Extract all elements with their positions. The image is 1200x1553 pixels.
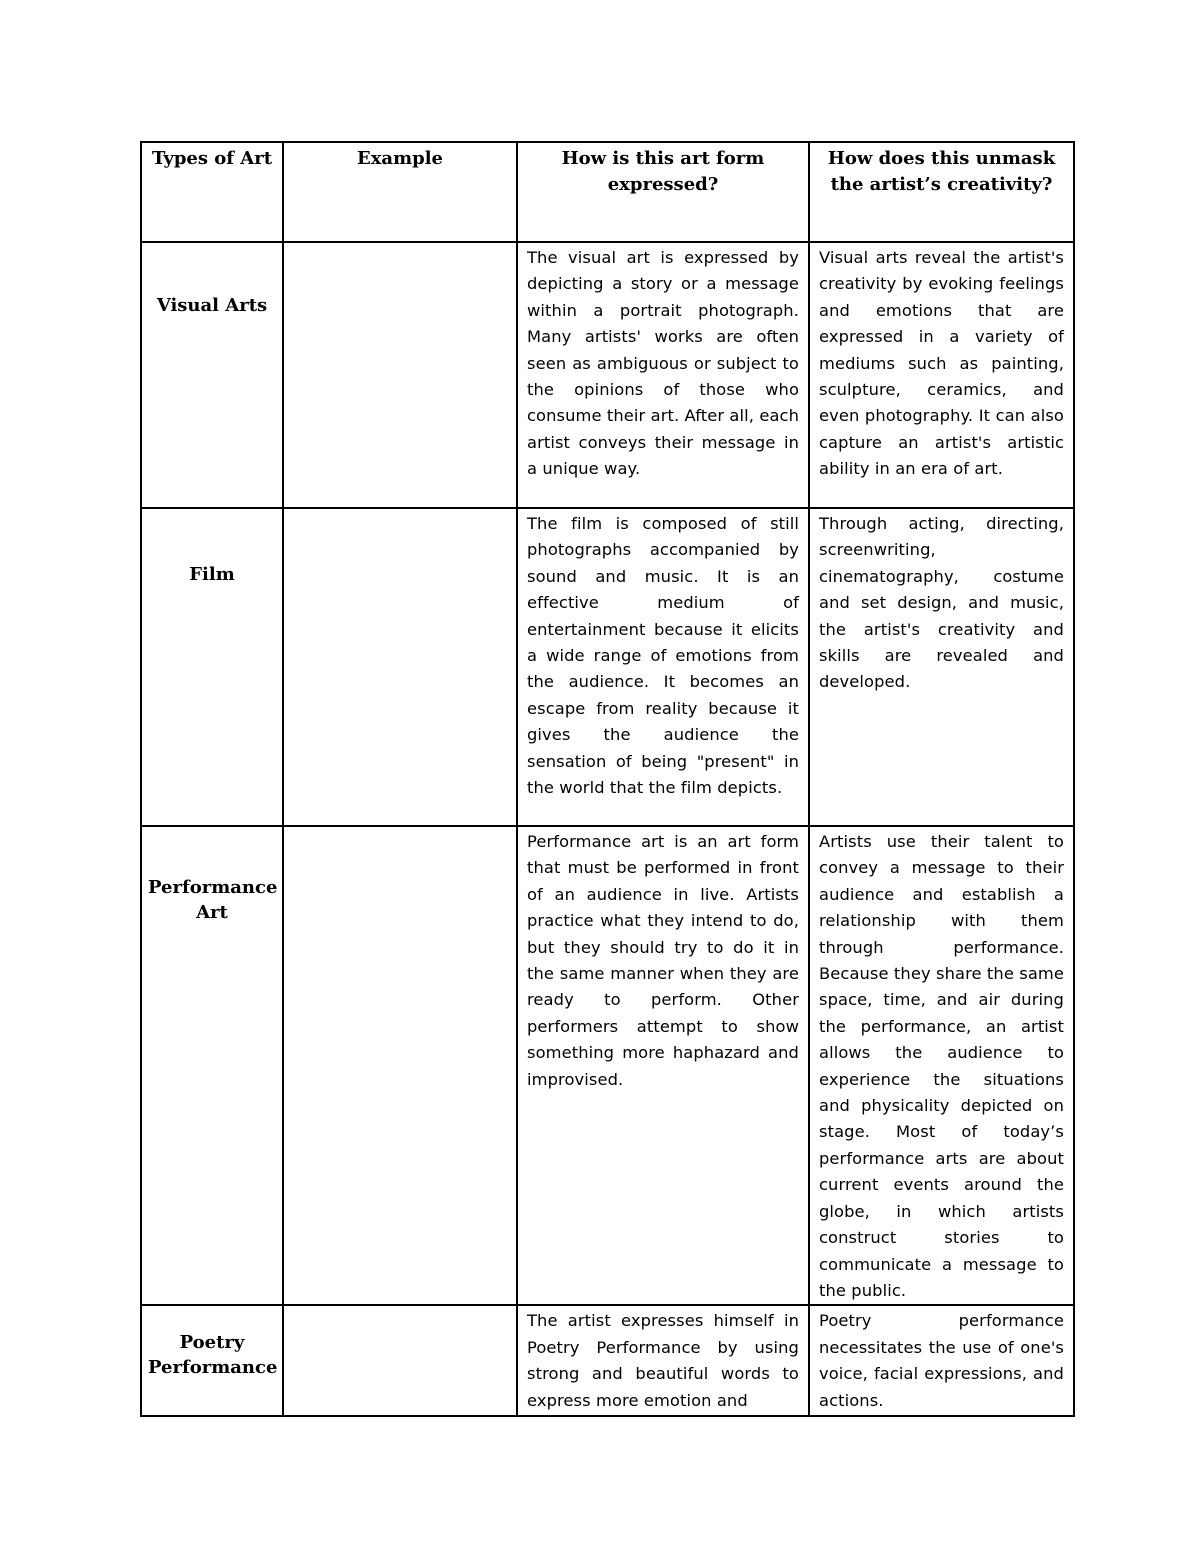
header-cell-creativity: [809, 142, 1074, 242]
table-header-row: [141, 142, 1074, 242]
header-cell-example: [283, 142, 517, 242]
table-row: [141, 826, 1074, 1305]
creativity-cell: [809, 508, 1074, 826]
header-example: Example: [356, 148, 444, 169]
type-label: Film: [189, 564, 235, 585]
art-types-table: [140, 141, 1075, 1417]
table-row: [141, 242, 1074, 508]
example-text: [284, 509, 516, 511]
expressed-cell: [517, 242, 809, 508]
example-cell: [283, 826, 517, 1305]
header-cell-expressed: [517, 142, 809, 242]
header-types-of-art: Types of Art: [151, 148, 273, 169]
creativity-text: Visual arts reveal the artist's creativity by evoking feelings and emotions that are expressed in a variety of mediums such as painting, sculpture, ceramics, and even photography. It can also capture an artist's artistic ability in an era of art.: [819, 248, 1064, 479]
type-label: Poetry Performance: [148, 1332, 278, 1379]
table-row: [141, 508, 1074, 826]
expressed-text: The artist expresses himself in Poetry Performance by using strong and beautiful words to express more emotion and: [527, 1311, 799, 1410]
header-how-expressed: How is this art form expressed?: [561, 148, 765, 195]
creativity-text: Poetry performance necessitates the use of one's voice, facial expressions, and actions.: [819, 1311, 1064, 1410]
expressed-text: The film is composed of still photographs accompanied by sound and music. It is an effective medium of entertainment because it elicits a wide range of emotions from the audience. It becomes an escape from reality because it gives the audience the sensation of being "present" in the world that the film depicts.: [527, 514, 799, 798]
creativity-text: Through acting, directing, screenwriting, cinematography, costume and set design, and music, the artist's creativity and skills are revealed and developed.: [819, 514, 1064, 692]
example-text: [284, 243, 516, 245]
expressed-cell: [517, 508, 809, 826]
type-cell: [141, 1305, 283, 1416]
expressed-text: The visual art is expressed by depicting a story or a message within a portrait photograph. Many artists' works are often seen as ambiguous or subject to the opinions of those who consume their art. After all, each artist conveys their message in a unique way.: [527, 248, 799, 479]
table-row: [141, 1305, 1074, 1416]
type-cell: [141, 242, 283, 508]
header-how-unmask: How does this unmask the artist’s creativity?: [827, 148, 1056, 195]
expressed-text: Performance art is an art form that must be performed in front of an audience in live. Artists practice what they intend to do, but they should try to do it in the same manner when they are ready to perform. Other performers attempt to show something more haphazard and improvised.: [527, 832, 799, 1089]
example-cell: [283, 1305, 517, 1416]
type-label: Visual Arts: [156, 295, 268, 316]
expressed-cell: [517, 826, 809, 1305]
header-cell-types: [141, 142, 283, 242]
creativity-cell: [809, 242, 1074, 508]
example-cell: [283, 508, 517, 826]
example-text: [284, 1306, 516, 1308]
creativity-cell: [809, 1305, 1074, 1416]
creativity-cell: [809, 826, 1074, 1305]
example-text: [284, 827, 516, 829]
example-cell: [283, 242, 517, 508]
expressed-cell: [517, 1305, 809, 1416]
type-cell: [141, 508, 283, 826]
type-cell: [141, 826, 283, 1305]
creativity-text: Artists use their talent to convey a message to their audience and establish a relationship with them through performance. Because they share the same space, time, and air during the performance, an artist allows the audience to experience the situations and physicality depicted on stage. Most of today’s performance arts are about current events around the globe, in which artists construct stories to communicate a message to the public.: [819, 832, 1064, 1300]
type-label: Performance Art: [148, 877, 278, 923]
